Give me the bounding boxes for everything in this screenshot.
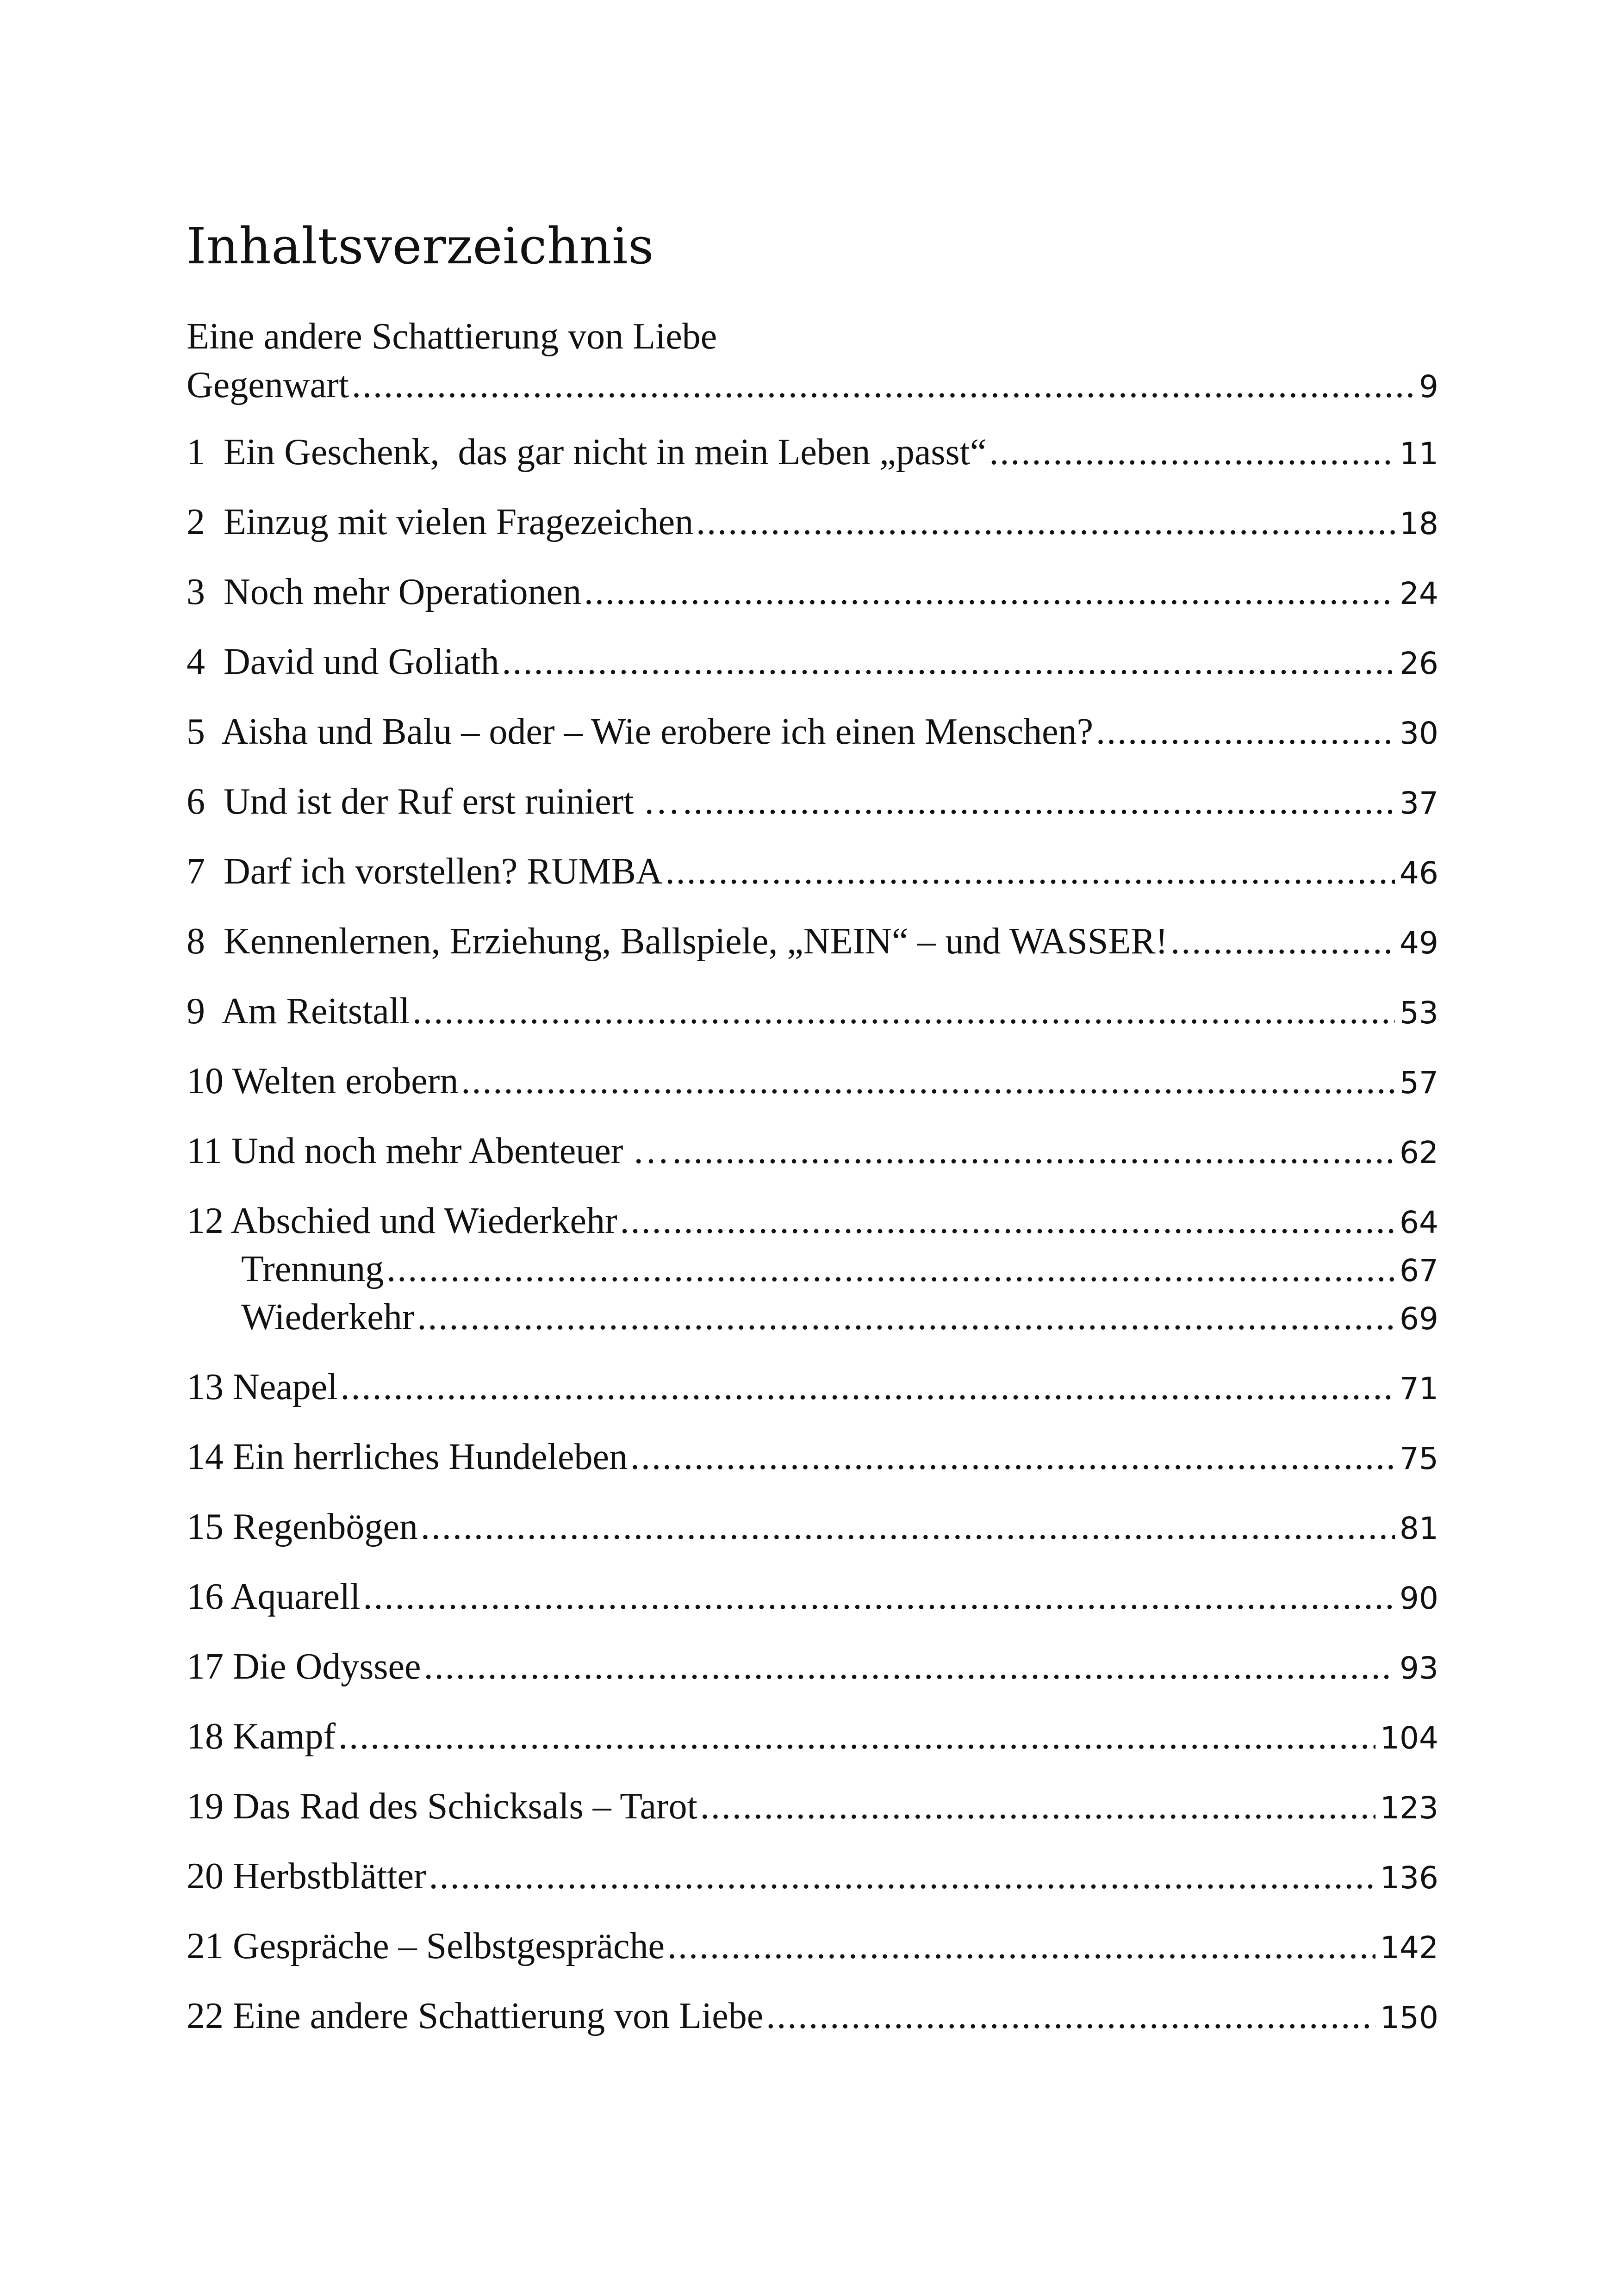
toc-entry-page: 93 [1400,1650,1438,1686]
toc-entry[interactable] [187,778,1438,826]
toc-dot-leader [461,1057,1395,1105]
toc-entry-page: 9 [1419,369,1438,404]
toc-entry-label: 11 Und noch mehr Abenteuer … [187,1131,670,1171]
toc-entry[interactable] [187,1127,1438,1175]
toc-entry-label: 5 Aisha und Balu – oder – Wie erobere ich einen Menschen? [187,711,1094,752]
toc-entry-label: 22 Eine andere Schattierung von Liebe [187,1996,764,2036]
toc-entry-label: 20 Herbstblätter [187,1856,426,1897]
toc-dot-leader [429,1852,1375,1900]
toc-dot-leader [766,1992,1375,2040]
toc-entry[interactable] [187,1852,1438,1900]
toc-entry-label: Gegenwart [187,365,349,405]
toc-entry[interactable] [187,1922,1438,1970]
toc-intro-heading: Eine andere Schattierung von Liebe [187,316,717,357]
toc-entry[interactable] [187,987,1438,1035]
toc-entry[interactable] [187,1782,1438,1830]
toc-entry[interactable] [187,1503,1438,1551]
toc-entry-label: 1 Ein Geschenk, das gar nicht in mein Leben „passt“ [187,432,987,473]
toc-entry[interactable] [187,1197,1438,1245]
toc-entry-label: 9 Am Reitstall [187,991,410,1032]
toc-entry[interactable] [187,1643,1438,1691]
toc-entry-page: 30 [1400,716,1438,751]
toc-entry-page: 18 [1400,506,1438,541]
toc-entry-page: 150 [1380,2000,1438,2035]
toc-dot-leader [502,638,1395,686]
toc-entry-page: 37 [1400,785,1438,821]
toc-entry[interactable] [187,1992,1438,2040]
toc-entry-page: 62 [1400,1135,1438,1170]
toc-entry[interactable] [187,1712,1438,1761]
toc-entry[interactable] [187,1057,1438,1105]
toc-dot-leader [338,1712,1375,1761]
toc-dot-leader [620,1197,1395,1245]
toc-entry-page: 24 [1400,576,1438,611]
toc-entry[interactable] [187,1573,1438,1621]
toc-entry-label: 7 Darf ich vorstellen? RUMBA [187,851,663,892]
toc-entry-page: 123 [1380,1790,1438,1826]
toc-dot-leader [989,428,1395,476]
toc-entry[interactable] [187,917,1438,965]
toc-entry-label: Wiederkehr [241,1297,415,1338]
toc-entry[interactable] [187,847,1438,896]
toc-entry-page: 81 [1400,1511,1438,1546]
toc-entry-page: 71 [1400,1371,1438,1406]
toc-entry-label: 4 David und Goliath [187,641,499,682]
toc-entry-page: 90 [1400,1580,1438,1616]
toc-entry-label: 13 Neapel [187,1367,338,1407]
toc-dot-leader [417,1293,1395,1341]
toc-entry-label: 10 Welten erobern [187,1061,459,1101]
toc-dot-leader [700,1782,1375,1830]
toc-entry-page: 69 [1400,1301,1438,1337]
toc-entry-page: 75 [1400,1441,1438,1476]
toc-dot-leader [584,568,1395,616]
toc-entry-page: 64 [1400,1205,1438,1240]
toc-entry-page: 53 [1400,995,1438,1031]
toc-dot-leader [683,778,1395,826]
toc-entry-page: 136 [1380,1860,1438,1896]
toc-entry-page: 46 [1400,855,1438,891]
toc-dot-leader [666,847,1395,896]
toc-entry[interactable] [187,361,1438,409]
toc-dot-leader [630,1433,1395,1481]
toc-entry-page: 11 [1400,436,1438,472]
toc-dot-leader [352,361,1414,409]
toc-entry[interactable] [187,428,1438,476]
toc-entry-label: 8 Kennenlernen, Erziehung, Ballspiele, „NEIN“ – und WASSER! [187,921,1168,962]
toc-entry-label: 19 Das Rad des Schicksals – Tarot [187,1786,697,1827]
toc-dot-leader [667,1922,1375,1970]
toc-dot-leader [386,1245,1395,1293]
toc-entry[interactable] [187,1433,1438,1481]
toc-entry-page: 104 [1380,1720,1438,1756]
toc-dot-leader [421,1503,1395,1551]
toc-dot-leader [412,987,1395,1035]
toc-dot-leader [1096,708,1395,756]
toc-entry-label: 21 Gespräche – Selbstgespräche [187,1926,665,1966]
toc-entry-label: 6 Und ist der Ruf erst ruiniert … [187,781,680,822]
toc-subentry[interactable] [187,1293,1438,1341]
toc-entry-page: 142 [1380,1930,1438,1966]
toc-dot-leader [672,1127,1395,1175]
toc-entry-page: 67 [1400,1253,1438,1288]
toc-dot-leader [341,1363,1395,1411]
toc-entry-page: 57 [1400,1065,1438,1101]
toc-dot-leader [424,1643,1395,1691]
toc-entry-page: 49 [1400,925,1438,961]
toc-entry-page: 26 [1400,646,1438,681]
toc-entry[interactable] [187,568,1438,616]
toc-entry-label: 18 Kampf [187,1716,336,1757]
toc-entry[interactable] [187,638,1438,686]
toc-subentry[interactable] [187,1245,1438,1293]
toc-entry-label: 12 Abschied und Wiederkehr [187,1201,617,1241]
toc-dot-leader [696,498,1395,546]
toc-entry-label: 17 Die Odyssee [187,1646,421,1687]
toc-entry-label: 14 Ein herrliches Hundeleben [187,1437,628,1477]
toc-entry[interactable] [187,708,1438,756]
toc-entry[interactable] [187,1363,1438,1411]
toc-entry-label: 3 Noch mehr Operationen [187,572,582,612]
toc-entry-label: 16 Aquarell [187,1576,361,1617]
toc-dot-leader [363,1573,1395,1621]
toc-entry-label: 2 Einzug mit vielen Fragezeichen [187,502,694,542]
toc-entry[interactable] [187,498,1438,546]
toc-entry-label: 15 Regenbögen [187,1506,418,1547]
page-title: Inhaltsverzeichnis [187,218,654,275]
toc-entry-label: Trennung [241,1249,384,1289]
toc-dot-leader [1170,917,1395,965]
